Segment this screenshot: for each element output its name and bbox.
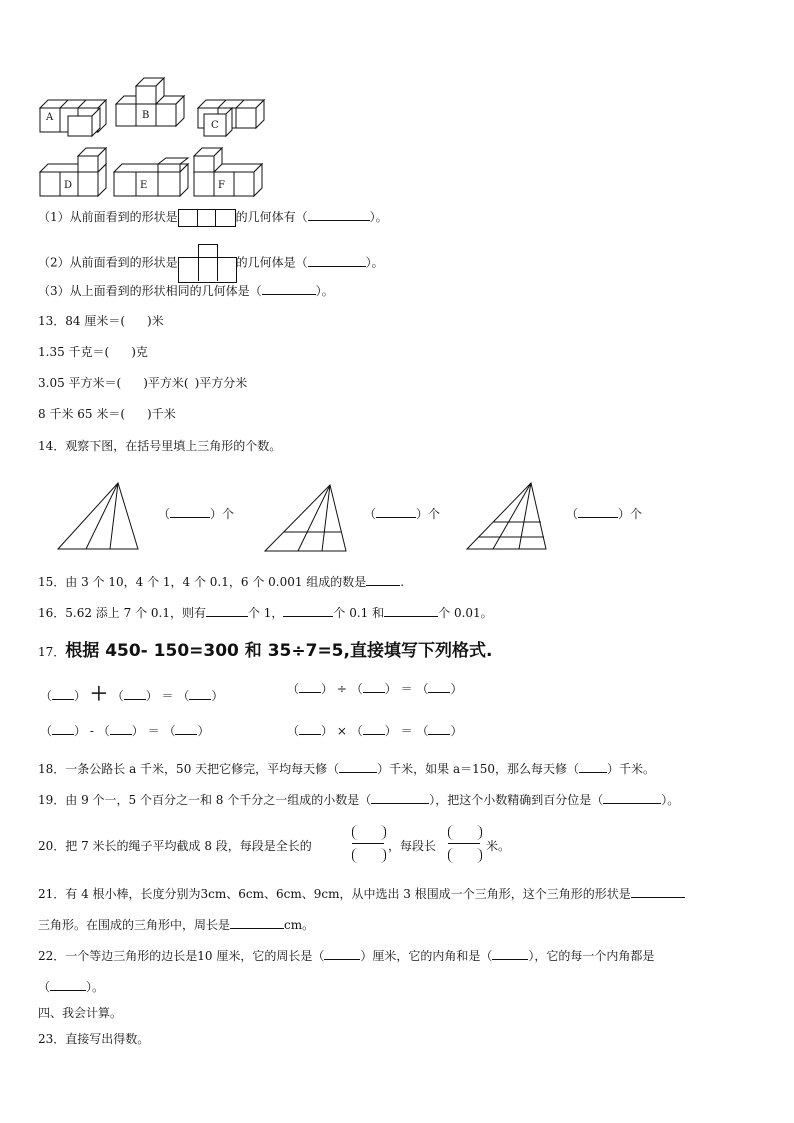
solid-d (40, 148, 106, 196)
q18-blank-2[interactable] (579, 760, 607, 773)
q21-blank-1[interactable] (631, 885, 685, 898)
q12-sub2-blank[interactable] (308, 254, 366, 267)
q19-blank-2[interactable] (603, 791, 661, 804)
q22-line1: 22．一个等边三角形的边长是10 厘米，它的周长是（ ）厘米，它的内角和是（ ），它的每一个内角都是 (38, 949, 655, 963)
q16-blank-3[interactable] (384, 604, 438, 617)
q22-blank-2[interactable] (492, 947, 528, 960)
solid-label-d: D (64, 180, 73, 191)
q18-blank-1[interactable] (339, 760, 377, 773)
q14-answer-3: （ ）个 (566, 507, 643, 521)
q12-sub2: （2）从前面看到的形状是 的几何体是（ ）。 (38, 244, 384, 282)
q12-sub3-blank[interactable] (262, 282, 316, 295)
q14-blank-1[interactable] (170, 505, 210, 518)
q20-fraction-1[interactable] (352, 824, 384, 864)
solid-b (116, 78, 184, 126)
q16-blank-2[interactable] (283, 604, 333, 617)
q22-blank-1[interactable] (324, 947, 360, 960)
q18: 18．一条公路长 a 千米，50 天把它修完，平均每天修（ ）千米，如果 a＝150，那么每天修（ ）千米。 (38, 762, 656, 776)
q17-header: 17．根据 450- 150=300 和 35÷7=5,直接填写下列格式. (38, 641, 493, 661)
solid-label-a: A (46, 112, 54, 123)
solids-figure (0, 0, 794, 200)
q13-line4: 8 千米 65 米＝( )千米 (38, 407, 176, 421)
solid-label-f: F (218, 180, 225, 191)
q17-row1-right: （ ） ÷ （ ） ＝ （ ） (287, 682, 463, 696)
q16-blank-1[interactable] (206, 604, 248, 617)
q21-line2: 三角形。在围成的三角形中，周长是 cm。 (38, 918, 315, 932)
shape-three-squares (178, 209, 236, 227)
q19-blank-1[interactable] (371, 791, 429, 804)
q13-line1: 13．84 厘米＝( )米 (38, 314, 164, 328)
q13-line3: 3.05 平方米＝( )平方米( )平方分米 (38, 376, 248, 390)
q14-text: 14．观察下图，在括号里填上三角形的个数。 (38, 439, 282, 453)
triangle-3 (467, 483, 546, 549)
q20-text-a: 20．把 7 米长的绳子平均截成 8 段，每段是全长的 (38, 839, 312, 853)
section-4-title: 四、我会计算。 (38, 1006, 123, 1020)
q14-answer-1: （ ）个 (158, 507, 235, 521)
q12-sub1: （1）从前面看到的形状是 的几何体有（ ）。 (38, 208, 388, 227)
q14-blank-2[interactable] (376, 505, 416, 518)
solid-e (114, 158, 188, 196)
q20-text-c: 米。 (486, 839, 511, 853)
q15-blank[interactable] (366, 573, 400, 586)
q14-answer-2: （ ）个 (364, 507, 441, 521)
triangle-1 (58, 483, 138, 549)
q23-text: 23．直接写出得数。 (38, 1032, 150, 1046)
q20-text-b: ，每段长 (388, 839, 437, 853)
q19: 19．由 9 个一，5 个百分之一和 8 个千分之一组成的小数是（ ），把这个小数精确到百分位是（ ）。 (38, 793, 680, 807)
q17-row1-left: （ ） ＋ （ ） ＝ （ ） (40, 684, 224, 705)
q20-fraction-2[interactable] (448, 824, 480, 864)
q14-blank-3[interactable] (578, 505, 618, 518)
solid-label-c: C (211, 120, 219, 131)
q21-blank-2[interactable] (230, 916, 284, 929)
q17-row2-left: （ ） - （ ） ＝ （ ） (40, 724, 210, 738)
q17-title: 根据 450- 150=300 和 35÷7=5,直接填写下列格式. (65, 641, 493, 661)
solid-f (194, 148, 262, 196)
triangle-2 (265, 485, 346, 551)
q21-line1: 21．有 4 根小棒，长度分别为3cm、6cm、6cm、9cm，从中选出 3 根围成一个三角形，这个三角形的形状是 (38, 885, 685, 902)
solid-label-e: E (140, 180, 148, 191)
q16: 16．5.62 添上 7 个 0.1，则有 个 1， 个 0.1 和 个 0.01。 (38, 606, 493, 620)
q17-row2-right: （ ） × （ ） ＝ （ ） (287, 724, 463, 738)
q12-sub3: （3）从上面看到的形状相同的几何体是（ ）。 (38, 284, 334, 298)
q15: 15．由 3 个 10，4 个 1，4 个 0.1，6 个 0.001 组成的数是 . (38, 575, 405, 589)
q22-line2: （ ）。 (38, 980, 105, 994)
solid-c (198, 100, 264, 136)
shape-cross (178, 244, 236, 282)
solid-label-b: B (142, 110, 150, 121)
q22-blank-3[interactable] (50, 978, 86, 991)
q12-sub1-blank[interactable] (308, 208, 370, 221)
q13-line2: 1.35 千克＝( )克 (38, 345, 148, 359)
